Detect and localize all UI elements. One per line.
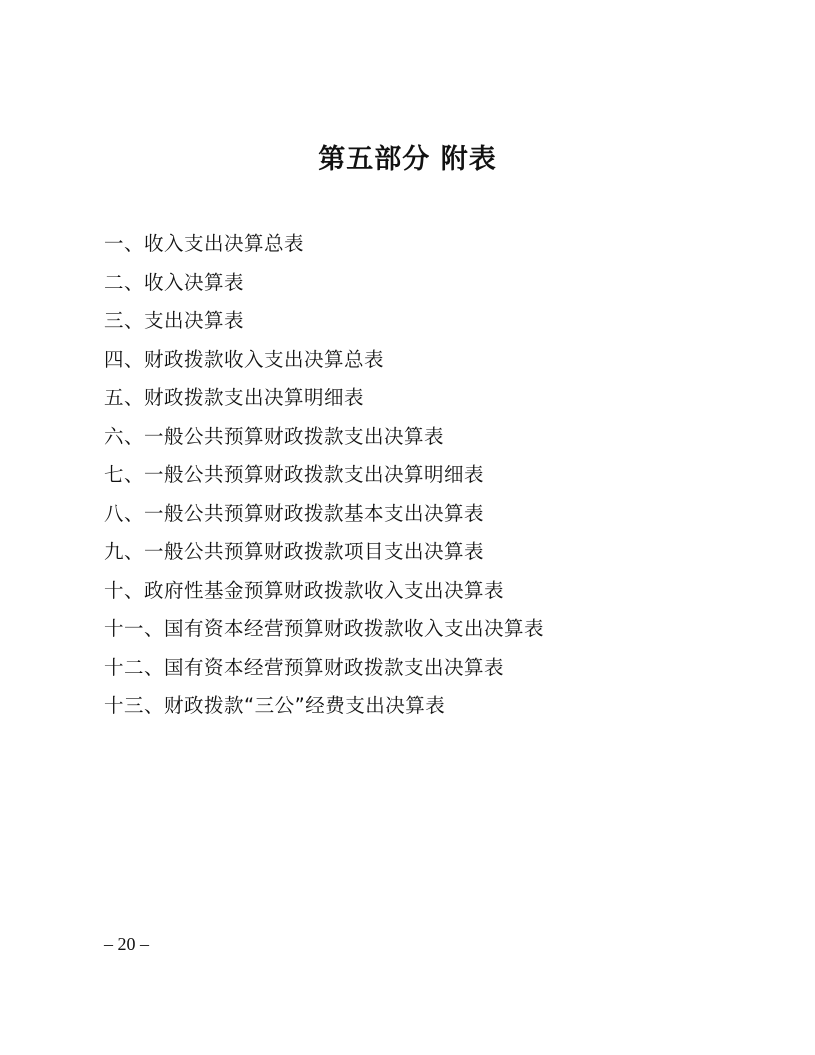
list-item: 一、收入支出决算总表	[104, 232, 305, 255]
list-item: 十、政府性基金预算财政拨款收入支出决算表	[104, 578, 505, 602]
list-item: 七、一般公共预算财政拨款支出决算明细表	[104, 463, 485, 486]
page-title: 第五部分 附表	[318, 144, 497, 175]
list-item: 二、收入决算表	[104, 270, 245, 294]
list-item: 十二、国有资本经营预算财政拨款支出决算表	[104, 655, 505, 679]
list-item: 八、一般公共预算财政拨款基本支出决算表	[104, 501, 485, 525]
list-item: 四、财政拨款收入支出决算总表	[104, 347, 385, 371]
page-number: – 20 –	[104, 934, 149, 954]
list-item: 九、一般公共预算财政拨款项目支出决算表	[104, 540, 485, 563]
list-item: 三、支出决算表	[104, 309, 245, 332]
appendix-table-list	[104, 225, 744, 726]
list-item: 十一、国有资本经营预算财政拨款收入支出决算表	[104, 617, 545, 640]
list-item: 十三、财政拨款“三公”经费支出决算表	[104, 694, 446, 717]
list-item: 五、财政拨款支出决算明细表	[104, 386, 365, 409]
list-item: 六、一般公共预算财政拨款支出决算表	[104, 424, 445, 448]
